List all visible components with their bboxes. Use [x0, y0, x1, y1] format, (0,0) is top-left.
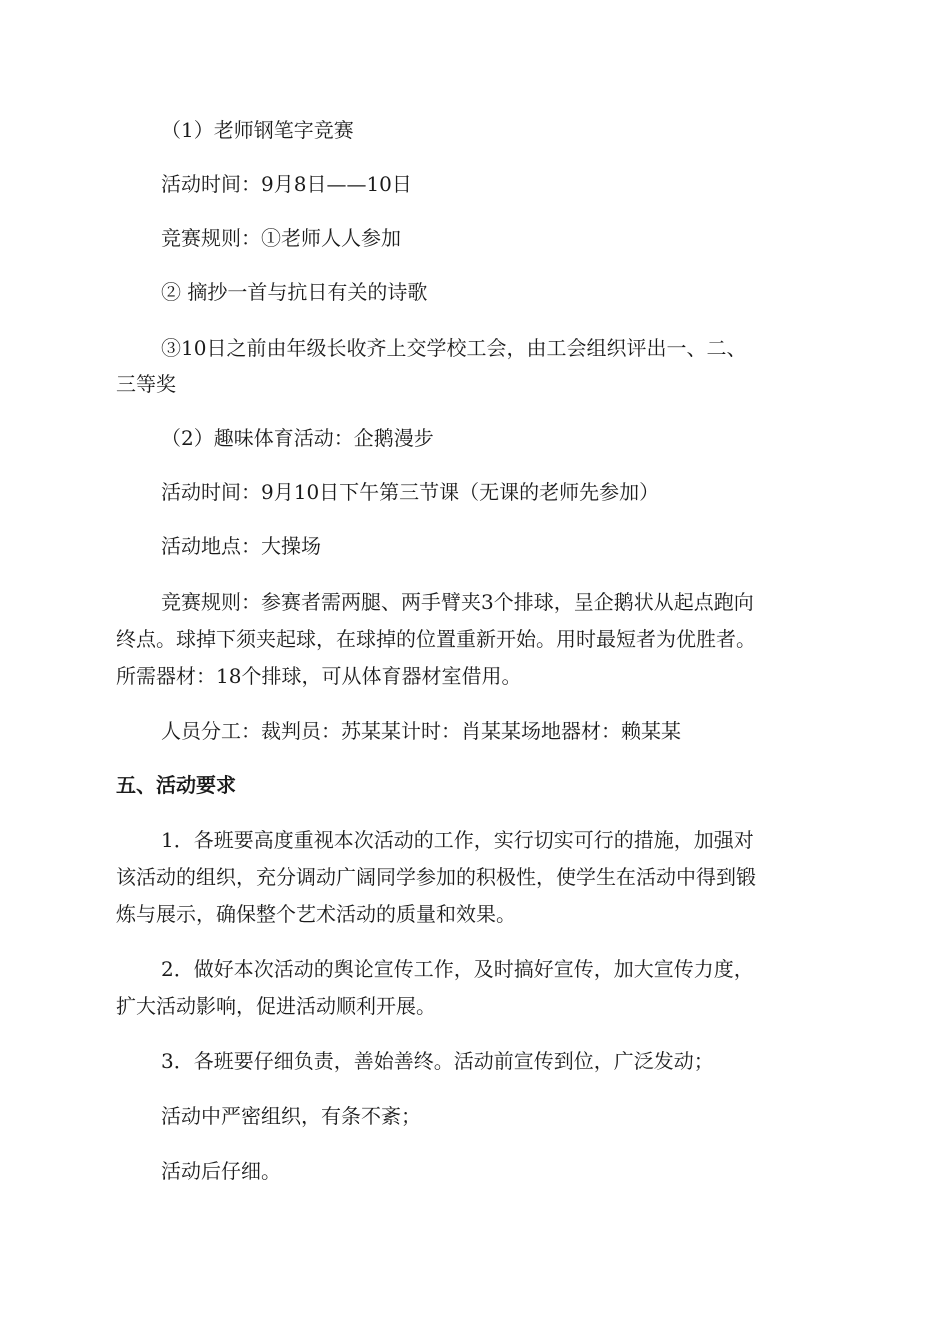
paragraph-line: ③10日之前由年级长收齐上交学校工会，由工会组织评出一、二、 — [161, 336, 747, 360]
paragraph-line: 该活动的组织，充分调动广阔同学参加的积极性，使学生在活动中得到锻 — [116, 865, 756, 889]
paragraph-line: 活动时间：9月8日——10日 — [161, 172, 412, 196]
paragraph-line: 1．各班要高度重视本次活动的工作，实行切实可行的措施，加强对 — [161, 828, 754, 852]
paragraph-line: 活动后仔细。 — [161, 1159, 281, 1183]
paragraph-line: 终点。球掉下须夹起球，在球掉的位置重新开始。用时最短者为优胜者。 — [116, 627, 756, 651]
paragraph-line: 竞赛规则：①老师人人参加 — [161, 226, 401, 250]
paragraph-line: 2．做好本次活动的舆论宣传工作，及时搞好宣传，加大宣传力度， — [161, 957, 754, 981]
paragraph-line: 人员分工：裁判员：苏某某计时：肖某某场地器材：赖某某 — [161, 719, 681, 743]
paragraph-line: 竞赛规则：参赛者需两腿、两手臂夹3个排球，呈企鹅状从起点跑向 — [161, 590, 754, 614]
section-title-pen-contest: （1）老师钢笔字竞赛 — [161, 118, 354, 142]
paragraph-line: 三等奖 — [116, 372, 176, 396]
paragraph-line: 活动中严密组织，有条不紊； — [161, 1104, 421, 1128]
section-heading-requirements: 五、活动要求 — [116, 773, 236, 797]
paragraph-line: 活动地点：大操场 — [161, 534, 321, 558]
paragraph-line: 3．各班要仔细负责，善始善终。活动前宣传到位，广泛发动； — [161, 1049, 714, 1073]
paragraph-line: 扩大活动影响，促进活动顺利开展。 — [116, 994, 436, 1018]
paragraph-line: 炼与展示，确保整个艺术活动的质量和效果。 — [116, 902, 516, 926]
paragraph-line: ② 摘抄一首与抗日有关的诗歌 — [161, 280, 428, 304]
section-title-penguin-walk: （2）趣味体育活动：企鹅漫步 — [161, 426, 434, 450]
paragraph-line: 所需器材：18个排球，可从体育器材室借用。 — [116, 664, 522, 688]
paragraph-line: 活动时间：9月10日下午第三节课（无课的老师先参加） — [161, 480, 660, 504]
